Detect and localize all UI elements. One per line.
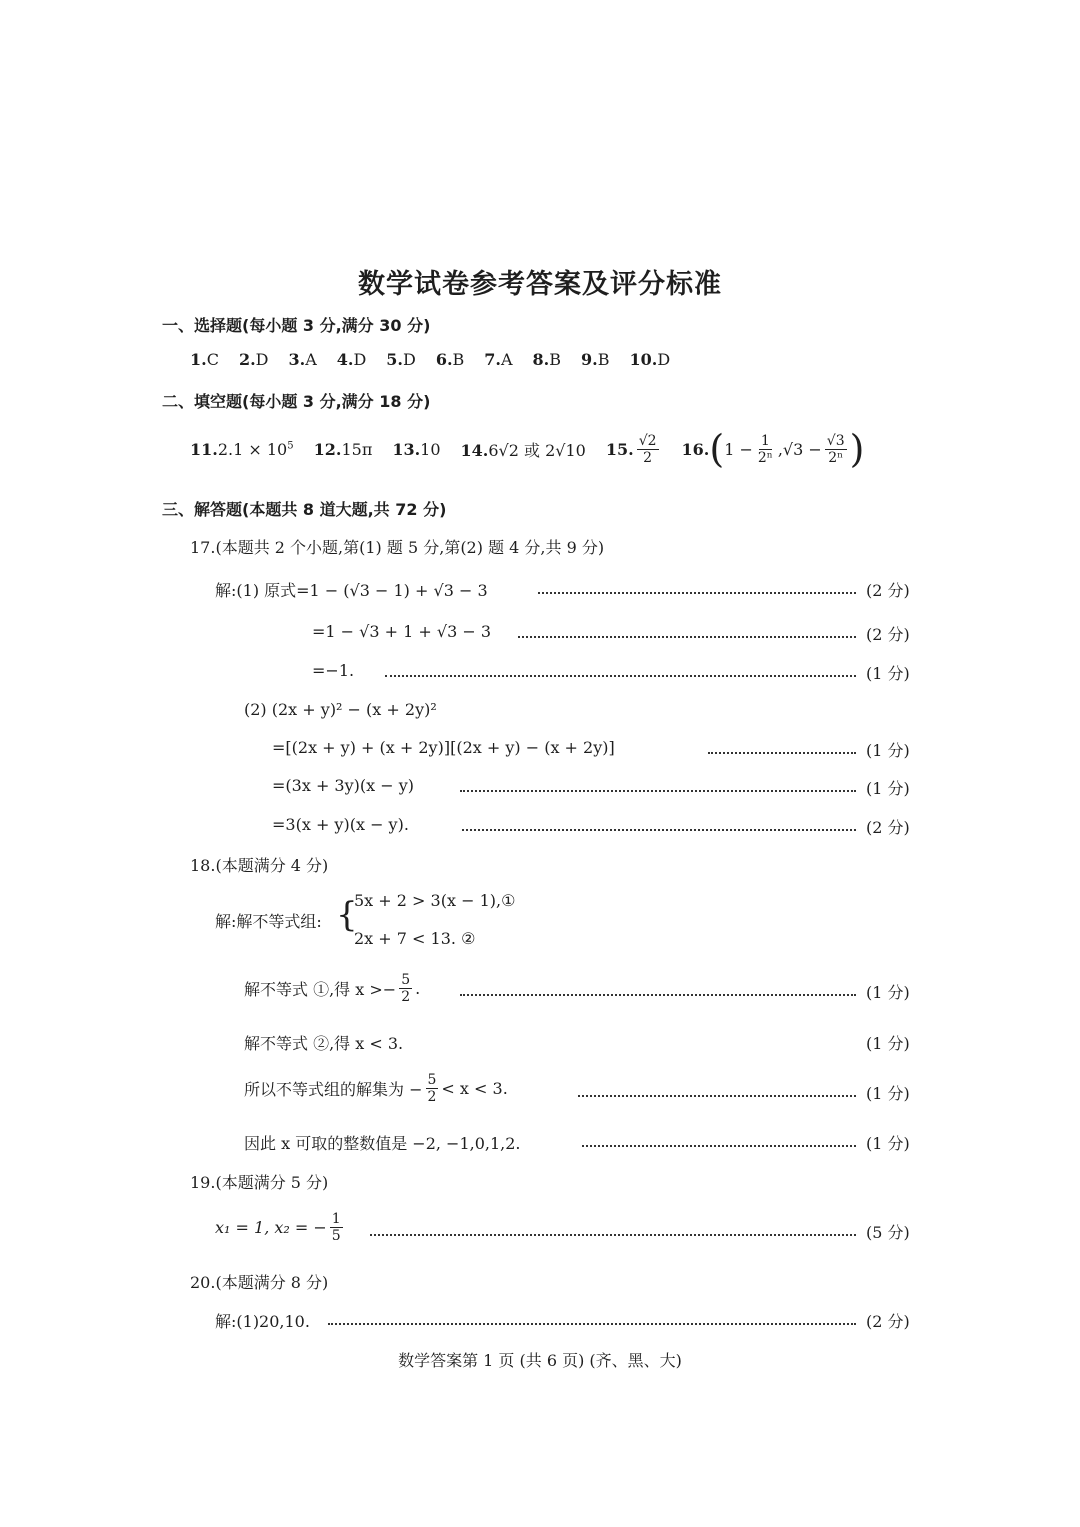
dot-leader [385, 675, 856, 677]
dot-leader [708, 752, 856, 754]
fill-answer-12: 12.15π [313, 439, 373, 459]
page-title: 数学试卷参考答案及评分标准 [358, 269, 722, 300]
q19-heading: 19.(本题满分 5 分) [190, 1173, 329, 1192]
q17-line-6: =(3x + 3y)(x − y) [272, 776, 415, 795]
fill-answer-14: 14.6√2 或 2√10 [460, 440, 586, 460]
score-label: (5 分) [866, 1223, 910, 1242]
q18-line-4: 因此 x 可取的整数值是 −2, −1,0,1,2. [244, 1134, 521, 1153]
choice-answer: 4. D [336, 350, 367, 369]
score-label: (1 分) [866, 1134, 910, 1153]
choice-answer: 7. A [484, 350, 513, 369]
choice-answers-row [190, 350, 670, 369]
q18-equation-2: 2x + 7 < 13. ② [354, 929, 476, 948]
q18-line-1: 解不等式 ①,得 x >− $\frac{5}{2}$ . [244, 972, 421, 1005]
score-label: (1 分) [866, 779, 910, 798]
q18-line-2: 解不等式 ②,得 x < 3. [244, 1034, 404, 1053]
q17-line-5: =[(2x + y) + (x + 2y)][(2x + y) − (x + 2y)] [272, 738, 615, 757]
system-brace: { [336, 895, 358, 935]
dot-leader [582, 1145, 856, 1147]
page-footer: 数学答案第 1 页 (共 6 页) (齐、黑、大) [398, 1351, 682, 1370]
q17-line-4: (2) (2x + y)² − (x + 2y)² [244, 700, 437, 719]
score-label: (1 分) [866, 1084, 910, 1103]
section-choice-heading: 一、选择题(每小题 3 分,满分 30 分) [162, 316, 431, 335]
choice-answer: 2. D [238, 350, 269, 369]
q20-heading: 20.(本题满分 8 分) [190, 1273, 329, 1292]
q18-intro: 解:解不等式组: [215, 912, 322, 931]
choice-answer: 10. D [629, 350, 671, 369]
choice-answer: 5. D [386, 350, 416, 369]
q18-equation-1: 5x + 2 > 3(x − 1),① [354, 891, 516, 910]
fill-answer-13: 13.10 [392, 439, 441, 459]
q17-line-1: 解:(1) 原式=1 − (√3 − 1) + √3 − 3 [215, 581, 488, 600]
q18-heading: 18.(本题满分 4 分) [190, 856, 329, 875]
score-label: (2 分) [866, 581, 910, 600]
q19-line-1: x₁ = 1, x₂ = − $\frac{1}{5}$ [215, 1211, 341, 1244]
score-label: (1 分) [866, 1034, 910, 1053]
score-label: (1 分) [866, 741, 910, 760]
fill-answer-16: 16. ( 1 − $\frac{1}{\text{2ⁿ}}$ ,√3 − $\frac{√3}{\text{2ⁿ}}$ ) [681, 427, 865, 471]
q17-heading: 17.(本题共 2 个小题,第(1) 题 5 分,第(2) 题 4 分,共 9 分) [190, 538, 605, 557]
choice-answer: 9. B [581, 350, 610, 369]
section-solution-heading: 三、解答题(本题共 8 道大题,共 72 分) [162, 500, 447, 519]
q17-line-2: =1 − √3 + 1 + √3 − 3 [312, 622, 492, 641]
q18-line-3: 所以不等式组的解集为 − $\frac{5}{2}$ < x < 3. [244, 1072, 508, 1105]
choice-answer: 1. C [190, 350, 219, 369]
dot-leader [460, 994, 856, 996]
dot-leader [462, 829, 856, 831]
dot-leader [578, 1095, 856, 1097]
dot-leader [460, 790, 856, 792]
score-label: (2 分) [866, 1312, 910, 1331]
score-label: (1 分) [866, 664, 910, 683]
choice-answer: 3. A [288, 350, 317, 369]
q17-line-3: =−1. [312, 661, 355, 680]
dot-leader [518, 636, 856, 638]
fill-answer-11: $11.2.1 \times 10^5$ [190, 439, 294, 459]
choice-answer: 8. B [532, 350, 562, 369]
fill-answers-row [190, 427, 865, 471]
choice-answer: 6. B [435, 350, 465, 369]
dot-leader [538, 592, 856, 594]
fill-answer-15: 15. $\frac{√2}{2}$ [605, 432, 657, 466]
dot-leader [328, 1323, 856, 1325]
dot-leader [370, 1234, 856, 1236]
section-fill-heading: 二、填空题(每小题 3 分,满分 18 分) [162, 392, 431, 411]
score-label: (2 分) [866, 625, 910, 644]
score-label: (2 分) [866, 818, 910, 837]
score-label: (1 分) [866, 983, 910, 1002]
q17-line-7: =3(x + y)(x − y). [272, 815, 409, 834]
q20-line-1: 解:(1)20,10. [215, 1312, 310, 1331]
